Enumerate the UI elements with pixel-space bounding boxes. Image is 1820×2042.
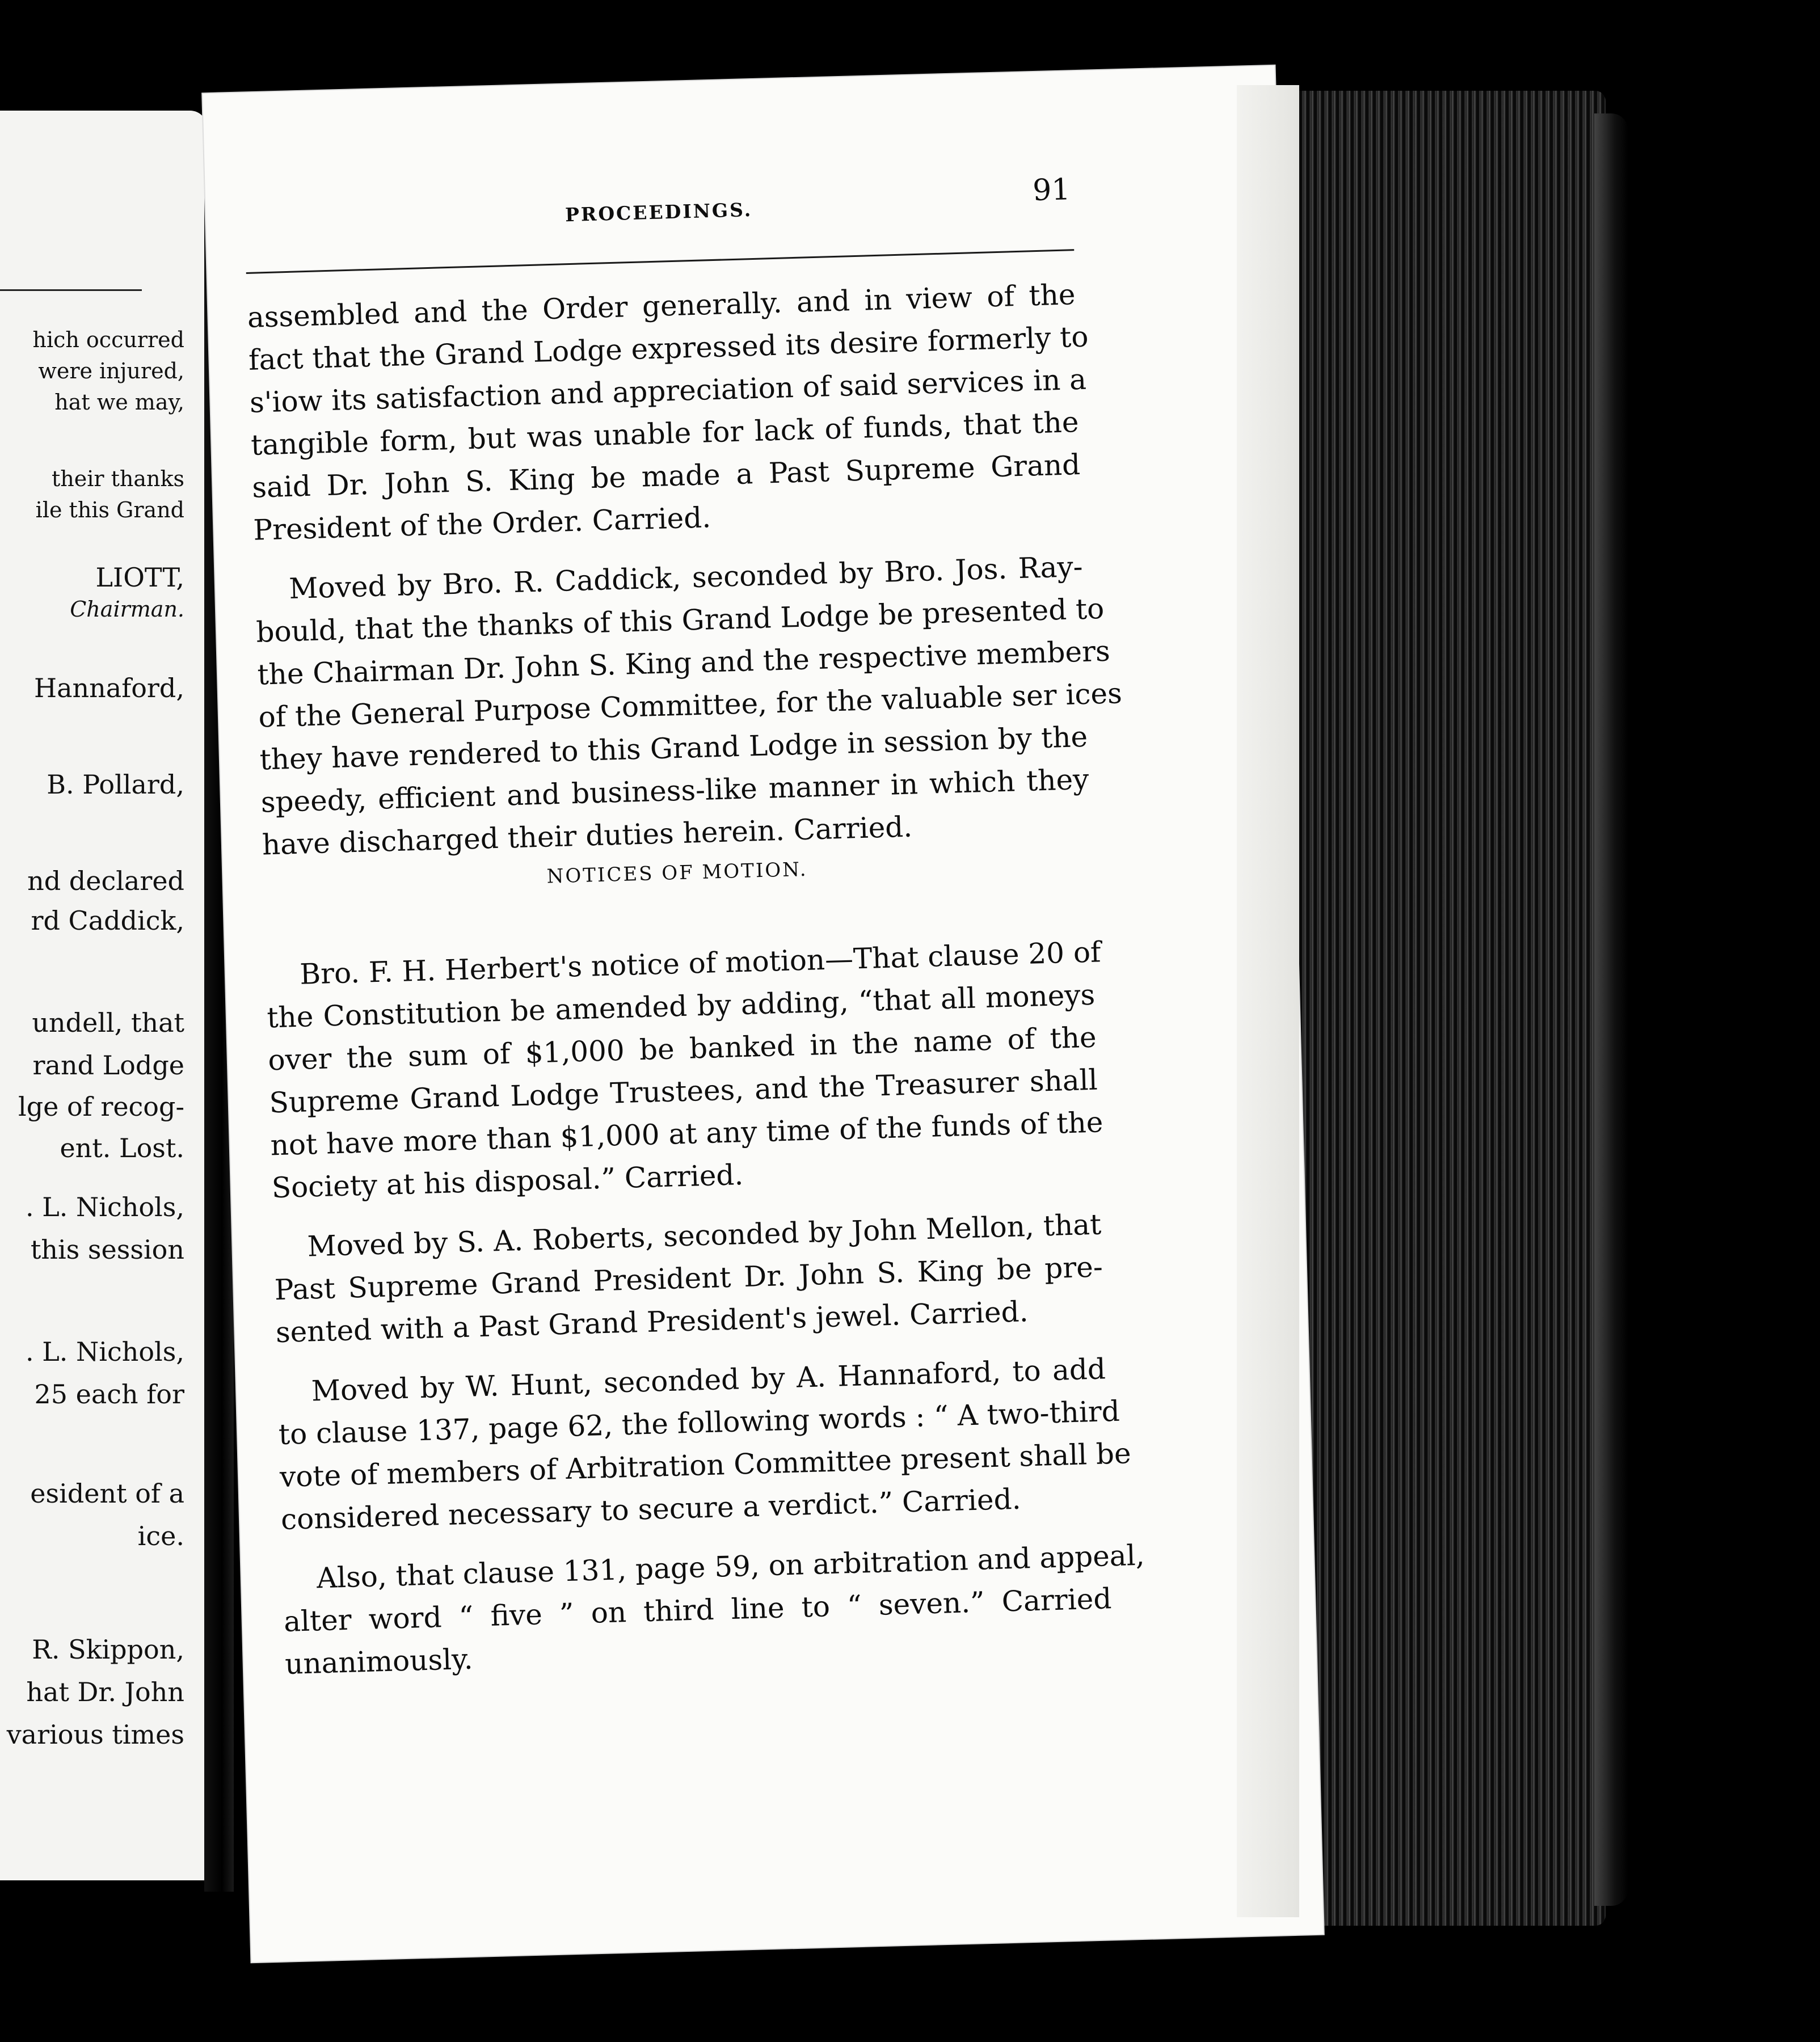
left-line: Chairman. — [70, 597, 184, 622]
text-line: assembled and the Order generally. and in view of the — [247, 278, 1076, 334]
text-line: the Chairman Dr. John S. King and the respective members — [256, 634, 1111, 691]
left-line: R. Skippon, — [32, 1634, 184, 1665]
text-line: Also, that clause 131, page 59, on arbitration and appeal, — [316, 1538, 1145, 1595]
left-line: hich occurred — [32, 327, 184, 352]
left-line: their thanks — [51, 466, 184, 491]
text-line: President of the Order. Carried. — [252, 501, 711, 547]
text-line: Society at his disposal.” Carried. — [271, 1158, 744, 1205]
left-page-rule — [0, 289, 142, 291]
text-line: Bro. F. H. Herbert's notice of motion—That clause 20 of — [299, 935, 1102, 991]
text-line: said Dr. John S. King be made a Past Supreme Grand — [251, 448, 1081, 504]
text-line: they have rendered to this Grand Lodge in session by the — [259, 720, 1088, 777]
text-line: alter word “ five ” on third line to “ seven.” Carried — [283, 1582, 1113, 1639]
text-line: have discharged their duties herein. Carried. — [262, 810, 913, 862]
header-rule — [246, 249, 1075, 274]
text-line: sented with a Past Grand President's jewel. Carried. — [275, 1295, 1029, 1349]
text-line: bould, that the thanks of this Grand Lodge be presented to — [255, 592, 1105, 649]
text-line: over the sum of $1,000 be banked in the name of the — [267, 1020, 1097, 1077]
page-number: 91 — [1032, 172, 1071, 208]
left-line: various times — [6, 1719, 184, 1750]
left-line: ice. — [137, 1521, 184, 1551]
left-line: hat we may, — [54, 390, 184, 415]
left-line: undell, that — [32, 1007, 184, 1038]
left-line: 25 each for — [34, 1379, 184, 1410]
running-head-title: PROCEEDINGS. — [564, 198, 753, 226]
text-line: fact that the Grand Lodge expressed its desire formerly to — [248, 320, 1089, 377]
page-text-block — [244, 172, 1145, 1783]
text-line: vote of members of Arbitration Committee present shall be — [279, 1437, 1132, 1494]
left-line: ent. Lost. — [60, 1133, 184, 1163]
text-line: to clause 137, page 62, the following words : “ A two-third — [278, 1394, 1120, 1452]
text-line: s'iow its satisfaction and appreciation of said services in a — [249, 362, 1087, 419]
text-line: speedy, efficient and business-like manner in which they — [260, 762, 1090, 819]
section-heading: NOTICES OF MOTION. — [546, 858, 808, 888]
page-margin-shade — [1237, 85, 1299, 1917]
left-line: Hannaford, — [34, 673, 184, 703]
left-line: . L. Nichols, — [25, 1192, 184, 1222]
text-line: the Constitution be amended by adding, “that all moneys — [266, 978, 1096, 1035]
text-line: considered necessary to secure a verdict.” Carried. — [280, 1482, 1022, 1537]
text-line: tangible form, but was unable for lack of funds, that the — [250, 406, 1080, 462]
text-line: Past Supreme Grand President Dr. John S. King be pre- — [274, 1250, 1103, 1307]
left-line: LIOTT, — [95, 562, 184, 593]
left-line: hat Dr. John — [26, 1677, 184, 1707]
text-line: Supreme Grand Lodge Trustees, and the Treasurer shall — [268, 1063, 1098, 1120]
left-line: rand Lodge — [32, 1050, 184, 1081]
text-line: unanimously. — [284, 1642, 474, 1681]
left-line: B. Pollard, — [47, 769, 184, 800]
text-line: Moved by S. A. Roberts, seconded by John Mellon, that — [306, 1208, 1102, 1263]
left-line: rd Caddick, — [31, 905, 184, 936]
left-line: nd declared — [27, 866, 184, 896]
left-line: this session — [30, 1234, 184, 1265]
left-line: esident of a — [30, 1478, 184, 1509]
text-line: not have more than $1,000 at any time of the funds of the — [269, 1106, 1104, 1162]
left-line: . L. Nichols, — [25, 1336, 184, 1367]
text-line: of the General Purpose Committee, for the valuable ser ices — [258, 677, 1123, 734]
left-line: ile this Grand — [35, 497, 184, 522]
text-line: Moved by Bro. R. Caddick, seconded by Bro. Jos. Ray- — [288, 550, 1084, 606]
page-fore-edge — [1299, 91, 1606, 1926]
left-page-fragment — [0, 111, 207, 1880]
text-line: Moved by W. Hunt, seconded by A. Hannaford, to add — [311, 1352, 1106, 1408]
left-line: lge of recog- — [18, 1091, 184, 1122]
left-line: were injured, — [38, 358, 184, 383]
